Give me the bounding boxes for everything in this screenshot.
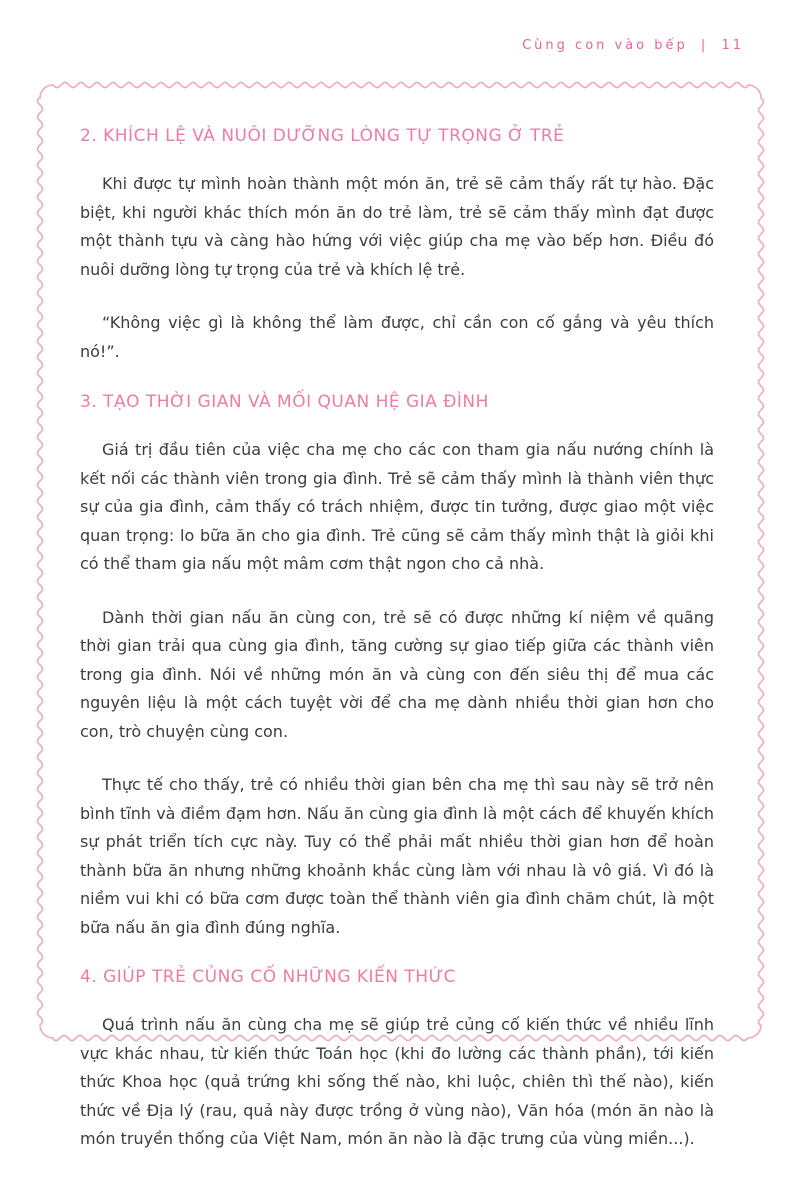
running-title: Cùng con vào bếp	[522, 38, 688, 53]
header-separator: |	[700, 38, 709, 53]
quote-paragraph: “Không việc gì là không thể làm được, chỉ cần con cố gắng và yêu thích nó!”.	[80, 313, 714, 361]
paragraph: Giá trị đầu tiên của việc cha mẹ cho các con tham gia nấu nướng chính là kết nối các thành viên trong gia đình. Trẻ sẽ cảm thấy mình là thành viên thực sự của gia đình, cảm thấy có trách nhiệm, được tin tưởng, được giao một việc quan trọng: lo bữa ăn cho gia đình. Trẻ cũng sẽ cảm thấy mình thật là giỏi khi có thể tham gia nấu một mâm cơm thật ngon cho cả nhà.	[80, 440, 714, 573]
paragraph: Khi được tự mình hoàn thành một món ăn, trẻ sẽ cảm thấy rất tự hào. Đặc biệt, khi người khác thích món ăn do trẻ làm, trẻ sẽ cảm thấy mình đạt được một thành tựu và càng hào hứng với việc giúp cha mẹ vào bếp hơn. Điều đó nuôi dưỡng lòng tự trọng của trẻ và khích lệ trẻ.	[80, 174, 714, 279]
paragraph: Dành thời gian nấu ăn cùng con, trẻ sẽ có được những kí niệm về quãng thời gian trải qua cùng gia đình, tăng cường sự giao tiếp giữa các thành viên trong gia đình. Nói về những món ăn và cùng con đến siêu thị để mua các nguyên liệu là một cách tuyệt vời để cha mẹ dành nhiều thời gian hơn cho con, trò chuyện cùng con.	[80, 607, 714, 741]
page-content	[80, 126, 720, 1179]
page-number: 11	[721, 38, 744, 53]
section-title-family-time: 3. TẠO THỜI GIAN VÀ MỐI QUAN HỆ GIA ĐÌNH	[80, 392, 489, 412]
paragraph: Quá trình nấu ăn cùng cha mẹ sẽ giúp trẻ củng cố kiến thức về nhiều lĩnh vực khác nhau, từ kiến thức Toán học (khi đo lường các thành phần), tới kiến thức Khoa học (quả trứng khi sống thế nào, khi luộc, chiên thì thế nào), kiến thức về Địa lý (rau, quả này được trồng ở vùng nào), Văn hóa (món ăn nào là món truyền thống của Việt Nam, món ăn nào là đặc trưng của vùng miền...).	[80, 1015, 714, 1148]
section-title-self-esteem: 2. KHÍCH LỆ VÀ NUÔI DƯỠNG LÒNG TỰ TRỌNG Ở TRẺ	[80, 126, 565, 146]
paragraph: Thực tế cho thấy, trẻ có nhiều thời gian bên cha mẹ thì sau này sẽ trở nên bình tĩnh và điềm đạm hơn. Nấu ăn cùng gia đình là một cách để khuyến khích sự phát triển tích cực này. Tuy có thể phải mất nhiều thời gian hơn để hoàn thành bữa ăn nhưng những khoảnh khắc cùng làm với nhau là vô giá. Vì đó là niềm vui khi có bữa cơm được toàn thể thành viên gia đình chăm chút, là một bữa nấu ăn gia đình đúng nghĩa.	[80, 775, 714, 937]
section-title-knowledge: 4. GIÚP TRẺ CỦNG CỐ NHỮNG KIẾN THỨC	[80, 967, 457, 987]
